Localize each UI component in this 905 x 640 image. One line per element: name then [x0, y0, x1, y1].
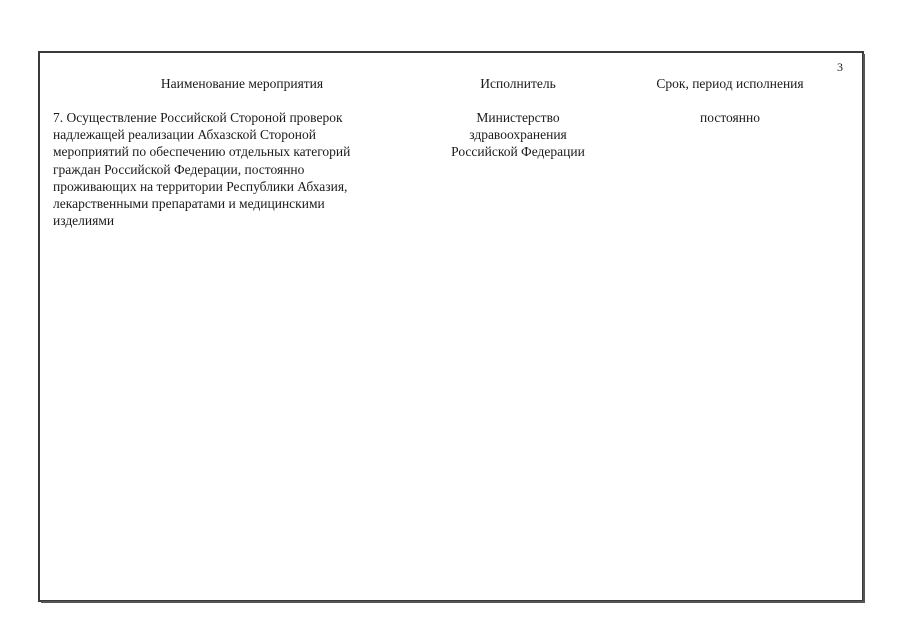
executor-cell — [443, 109, 593, 161]
column-header-executor: Исполнитель — [480, 76, 556, 91]
executor-line: Российской Федерации — [451, 144, 585, 160]
activity-line: граждан Российской Федерации, постоянно — [53, 161, 305, 177]
activity-line: надлежащей реализации Абхазской Стороной — [53, 127, 316, 143]
activity-line: мероприятий по обеспечению отдельных категорий — [53, 144, 351, 160]
activity-line: проживающих на территории Республики Абхазия, — [53, 178, 348, 194]
deadline-cell: постоянно — [700, 110, 760, 125]
page-number: 3 — [837, 60, 843, 74]
activity-cell — [53, 109, 403, 229]
column-header-activity: Наименование мероприятия — [160, 76, 324, 91]
activity-line: изделиями — [53, 213, 115, 229]
column-header-deadline: Срок, период исполнения — [656, 76, 804, 91]
activity-line: 7. Осуществление Российской Стороной проверок — [53, 110, 343, 125]
executor-line: Министерство — [476, 110, 560, 125]
executor-line: здравоохранения — [469, 127, 567, 143]
activity-line: лекарственными препаратами и медицинскими — [53, 196, 325, 212]
